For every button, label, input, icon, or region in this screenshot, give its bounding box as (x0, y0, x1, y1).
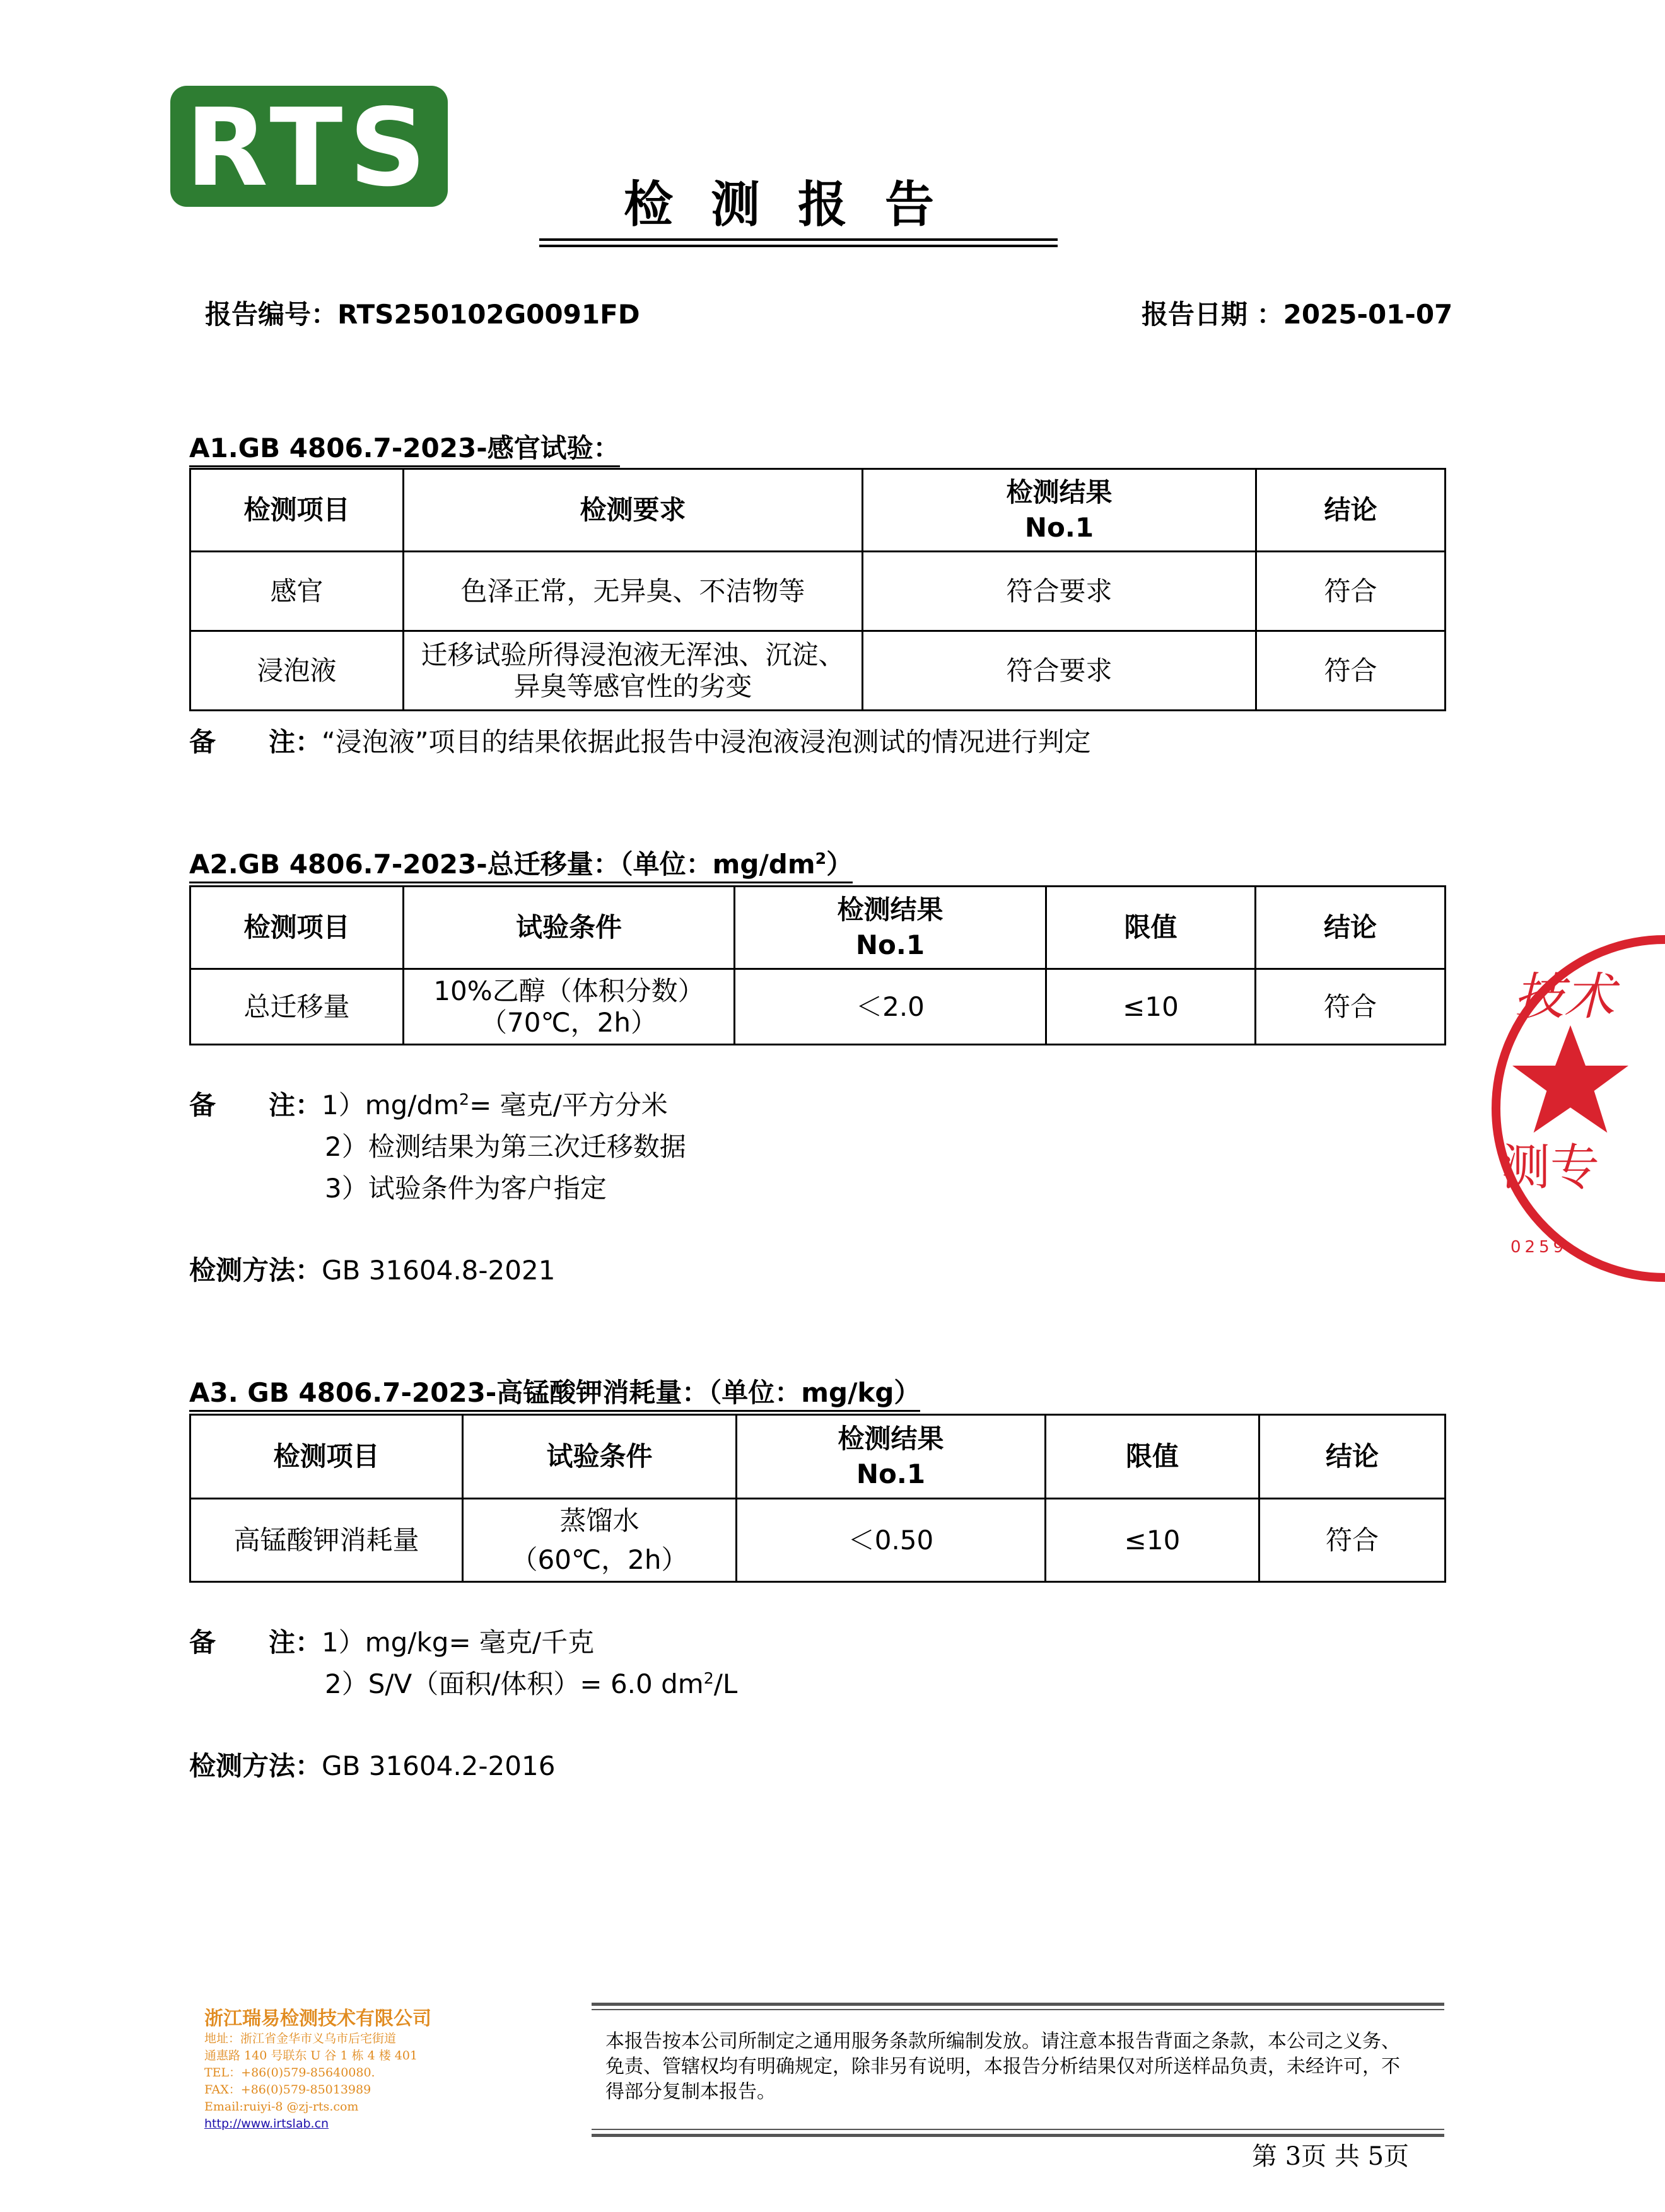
a2-method-label: 检测方法： (189, 1255, 322, 1286)
a3-row-conclusion: 符合 (1259, 1499, 1446, 1582)
a2-header-item: 检测项目 (190, 887, 404, 969)
a1-row1-result: 符合要求 (863, 552, 1256, 631)
a3-note-label: 备 注： (189, 1627, 322, 1658)
a2-row-result: ＜2.0 (735, 969, 1046, 1045)
section-a2-title: A2.GB 4806.7-2023-总迁移量：（单位：$mg/dm^2$） (189, 849, 853, 883)
section-a1-title: A1.GB 4806.7-2023-感官试验： (189, 433, 620, 467)
seal-text-top: 技术 (1514, 967, 1615, 1026)
a2-note-label: 备 注： (189, 1090, 322, 1121)
table-row (190, 1499, 1446, 1582)
a3-header-condition: 试验条件 (463, 1415, 737, 1499)
a1-note-label: 备 注： (189, 726, 322, 757)
table-a2-header-row (190, 887, 1446, 969)
a3-method-value: GB 31604.2-2016 (322, 1750, 556, 1781)
footer-bottom-rule-thin (592, 2129, 1444, 2130)
a1-row2-item: 浸泡液 (190, 631, 404, 711)
document-title: 检测报告 (623, 177, 972, 233)
footer-tel: TEL：+86(0)579-85640080. (204, 2066, 375, 2080)
a1-row1-requirement: 色泽正常，无异臭、不洁物等 (404, 552, 863, 631)
a2-note: 备 注：$1)mg/dm^2=$ 毫克/平方分米 (189, 1090, 668, 1121)
seal-text-mid: 测专 (1501, 1139, 1600, 1196)
a2-header-limit: 限值 (1046, 887, 1256, 969)
logo-text: RTS (185, 86, 433, 211)
a3-row-result: ＜0.50 (737, 1499, 1046, 1582)
footer-contact-block (204, 2030, 418, 2133)
a2-row-item: 总迁移量 (190, 969, 404, 1045)
a1-row1-conclusion: 符合 (1256, 552, 1446, 631)
company-logo (170, 86, 448, 211)
a1-header-item: 检测项目 (190, 469, 404, 552)
a3-header-conclusion: 结论 (1259, 1415, 1446, 1499)
a2-header-condition: 试验条件 (404, 887, 735, 969)
a3-row-limit: ≤10 (1046, 1499, 1259, 1582)
a3-row-item: 高锰酸钾消耗量 (190, 1499, 463, 1582)
a2-note-3: 3）试验条件为客户指定 (325, 1173, 607, 1204)
a3-method-label: 检测方法： (189, 1750, 322, 1781)
a3-method (189, 1749, 555, 1783)
footer-address-2: 通惠路 140 号联东 U 谷 1 栋 4 楼 401 (204, 2049, 418, 2063)
a2-method (189, 1254, 555, 1288)
a2-header-result: 检测结果 No.1 (735, 887, 1046, 969)
a2-row-conclusion: 符合 (1256, 969, 1446, 1045)
a1-row1-item: 感官 (190, 552, 404, 631)
a1-header-requirement: 检测要求 (404, 469, 863, 552)
a3-header-item: 检测项目 (190, 1415, 463, 1499)
a1-note-text: “浸泡液”项目的结果依据此报告中浸泡液浸泡测试的情况进行判定 (322, 726, 1091, 757)
footer-fax: FAX：+86(0)579-85013989 (204, 2083, 371, 2097)
section-a3-title: A3. GB 4806.7-2023-高锰酸钾消耗量：（单位：mg/kg） (189, 1377, 920, 1412)
report-date (1142, 299, 1452, 330)
a3-note-2: 2）S/V（面积/体积）= 6.0 $dm^2/L$ (325, 1668, 738, 1699)
report-date-label: 报告日期 ： (1142, 299, 1283, 330)
a2-row-condition: 10%乙醇（体积分数） （70℃，2h） (404, 969, 735, 1045)
footer-company-name: 浙江瑞易检测技术有限公司 (204, 2008, 431, 2030)
footer-website-link[interactable]: http://www.irtslab.cn (204, 2117, 329, 2131)
table-a2 (189, 885, 1446, 1045)
footer-address-1: 地址：浙江省金华市义乌市后宅街道 (204, 2032, 397, 2046)
report-number-label: 报告编号： (205, 299, 338, 330)
a2-row-limit: ≤10 (1046, 969, 1256, 1045)
page-number: 第 3页 共 5页 (1252, 2142, 1410, 2171)
a1-header-result: 检测结果 No.1 (863, 469, 1256, 552)
table-row (190, 552, 1446, 631)
a3-row-condition: 蒸馏水 （60℃，2h） (463, 1499, 737, 1582)
a2-method-value: GB 31604.8-2021 (322, 1255, 556, 1286)
seal-star-icon (1512, 1025, 1628, 1132)
report-date-value: 2025-01-07 (1283, 299, 1453, 330)
a3-header-result: 检测结果 No.1 (737, 1415, 1046, 1499)
footer-email: Email:ruiyi-8 @zj-rts.com (204, 2100, 359, 2114)
report-number-value: RTS250102G0091FD (337, 299, 640, 330)
table-a1 (189, 468, 1446, 711)
a1-row2-result: 符合要求 (863, 631, 1256, 711)
footer-disclaimer: 本报告按本公司所制定之通用服务条款所编制发放。请注意本报告背面之条款，本公司之义务、 免责、管辖权均有明确规定，除非另有说明，本报告分析结果仅对所送样品负责，未经许可，不 得部分复制本报告。 (605, 2030, 1400, 2103)
a2-note-2: 2）检测结果为第三次迁移数据 (325, 1131, 686, 1162)
a3-header-limit: 限值 (1046, 1415, 1259, 1499)
table-row (190, 969, 1446, 1045)
a1-row2-requirement: 迁移试验所得浸泡液无浑浊、沉淀、 异臭等感官性的劣变 (404, 631, 863, 711)
title-underline-1 (539, 238, 1058, 241)
table-a1-header-row (190, 469, 1446, 552)
a3-note (189, 1626, 594, 1660)
a1-note (189, 725, 1091, 759)
title-underline-2 (539, 245, 1058, 247)
company-seal-stamp (1476, 932, 1665, 1285)
a2-header-conclusion: 结论 (1256, 887, 1446, 969)
footer-top-rule-thin (592, 2009, 1444, 2010)
table-a3 (189, 1414, 1446, 1583)
table-a3-header-row (190, 1415, 1446, 1499)
footer-top-rule (592, 2003, 1444, 2006)
table-row (190, 631, 1446, 711)
a3-note-1: 1）mg/kg= 毫克/千克 (322, 1627, 595, 1658)
a1-row2-conclusion: 符合 (1256, 631, 1446, 711)
report-number (205, 299, 640, 330)
a1-header-conclusion: 结论 (1256, 469, 1446, 552)
seal-number: 0259 (1510, 1238, 1568, 1257)
